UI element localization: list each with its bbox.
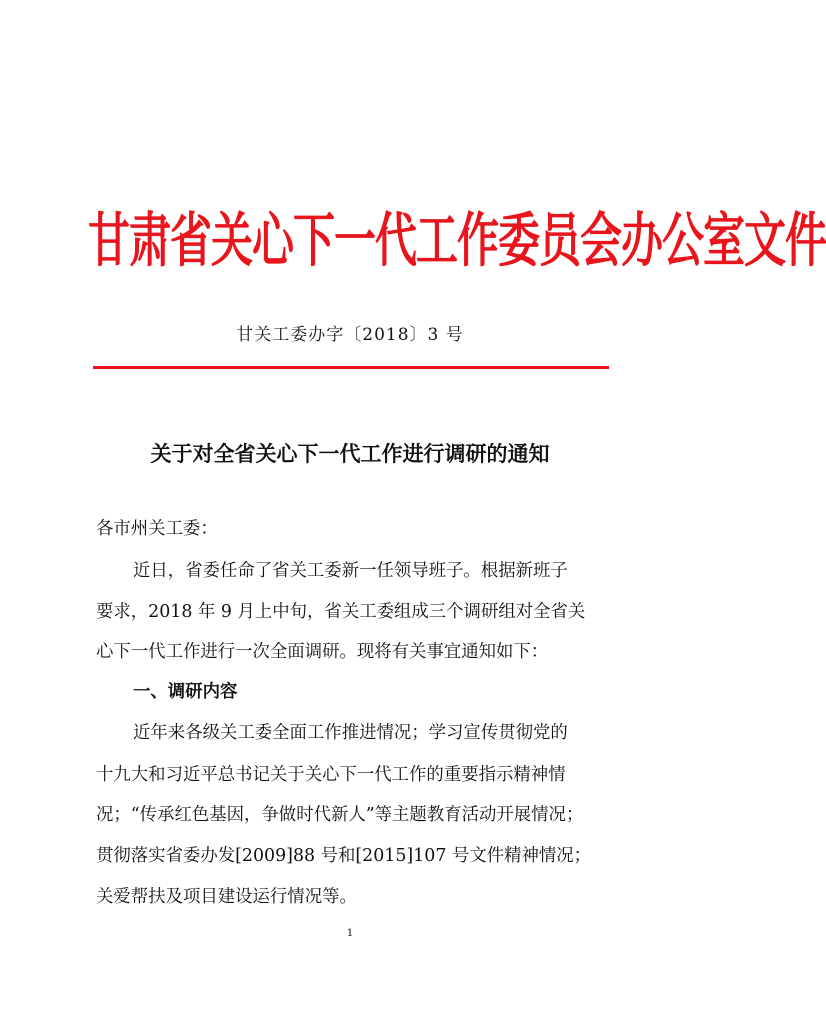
page-number: 1 [346,928,354,939]
intro-line-3: 心下一代工作进行一次全面调研。现将有关事宜通知如下： [96,642,549,662]
intro-line-1: 近日，省委任命了省关工委新一任领导班子。根据新班子 [133,561,568,581]
section-line-1: 近年来各级关工委全面工作推进情况；学习宣传贯彻党的 [133,723,568,743]
section-line-3: 况；“传承红色基因，争做时代新人”等主题教育活动开展情况； [96,805,584,825]
intro-line-2: 要求，2018 年 9 月上中旬，省关工委组成三个调研组对全省关 [96,602,586,622]
salutation: 各市州关工委： [96,519,218,539]
red-divider-rule [93,366,609,369]
section-heading: 一、调研内容 [133,682,238,702]
section-line-5: 关爱帮扶及项目建设运行情况等。 [96,887,357,907]
section-line-2: 十九大和习近平总书记关于关心下一代工作的重要指示精神情 [96,765,566,785]
section-line-4: 贯彻落实省委办发[2009]88 号和[2015]107 号文件精神情况； [96,846,592,866]
document-number: 甘关工委办字〔2018〕3 号 [236,325,464,345]
document-title: 关于对全省关心下一代工作进行调研的通知 [150,442,550,466]
red-letterhead-title: 甘肃省关心下一代工作委员会办公室文件 [88,206,826,275]
